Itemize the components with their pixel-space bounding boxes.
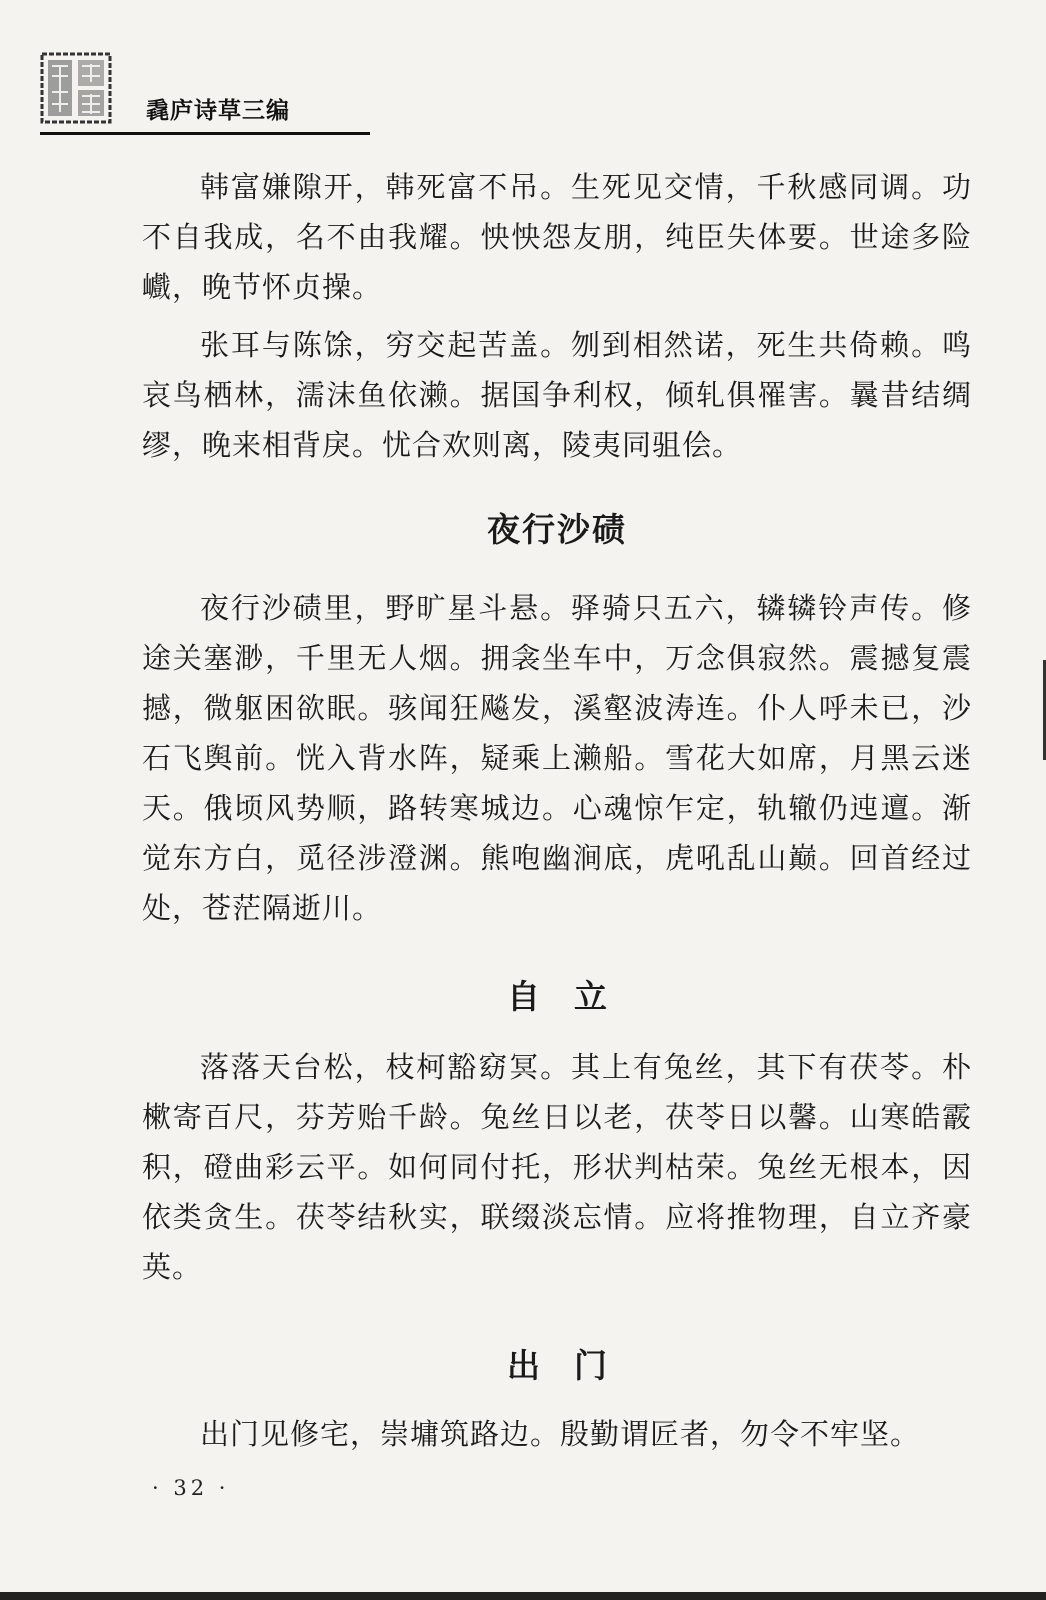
poem-text: 出门见修宅，崇墉筑路边。殷勤谓匠者，勿令不牢坚。 (200, 1417, 921, 1451)
paragraph: 张耳与陈馀，穷交起苦盖。刎到相然诺，死生共倚赖。鸣哀鸟栖林，濡沫鱼依濑。据国争利权，倾轧俱罹害。曩昔结绸缪，晚来相背戾。忧合欢则离，陵夷同驵侩。 (142, 328, 972, 462)
running-title: 毳庐诗草三编 (146, 98, 290, 124)
bottom-edge (0, 1592, 1046, 1600)
poem-title: 自立 (507, 977, 641, 1016)
seal-stamp-icon (40, 52, 112, 124)
poem-title: 出门 (507, 1346, 641, 1385)
header-rule (40, 132, 370, 135)
poem-title: 夜行沙碛 (487, 510, 627, 549)
paragraph: 韩富嫌隙开，韩死富不吊。生死见交情，千秋感同调。功不自我成，名不由我耀。怏怏怨友朋，纯臣失体要。世途多险巇，晚节怀贞操。 (142, 170, 972, 304)
poem-text: 夜行沙碛里，野旷星斗悬。驿骑只五六，辚辚铃声传。修途关塞渺，千里无人烟。拥衾坐车中，万念俱寂然。震撼复震撼，微躯困欲眠。骇闻狂飚发，溪壑波涛连。仆人呼未已，沙石飞舆前。恍入背水阵，疑乘上濑船。雪花大如席，月黑云迷天。俄顷风势顺，路转寒城边。心魂惊乍定，轨辙仍迍邅。渐觉东方白，觅径涉澄渊。熊咆幽涧底，虎吼乱山巅。回首经过处，苍茫隔逝川。 (142, 591, 972, 925)
page-number: · 32 · (152, 1476, 230, 1500)
poem-text: 落落天台松，枝柯豁窈冥。其上有兔丝，其下有茯苓。朴樕寄百尺，芬芳贻千龄。兔丝日以老，茯苓日以馨。山寒皓霰积，磴曲彩云平。如何同付托，形状判枯荣。兔丝无根本，因依类贪生。茯苓结秋实，联缀淡忘情。应将推物理，自立齐豪英。 (142, 1050, 972, 1284)
main-text (142, 162, 972, 1459)
